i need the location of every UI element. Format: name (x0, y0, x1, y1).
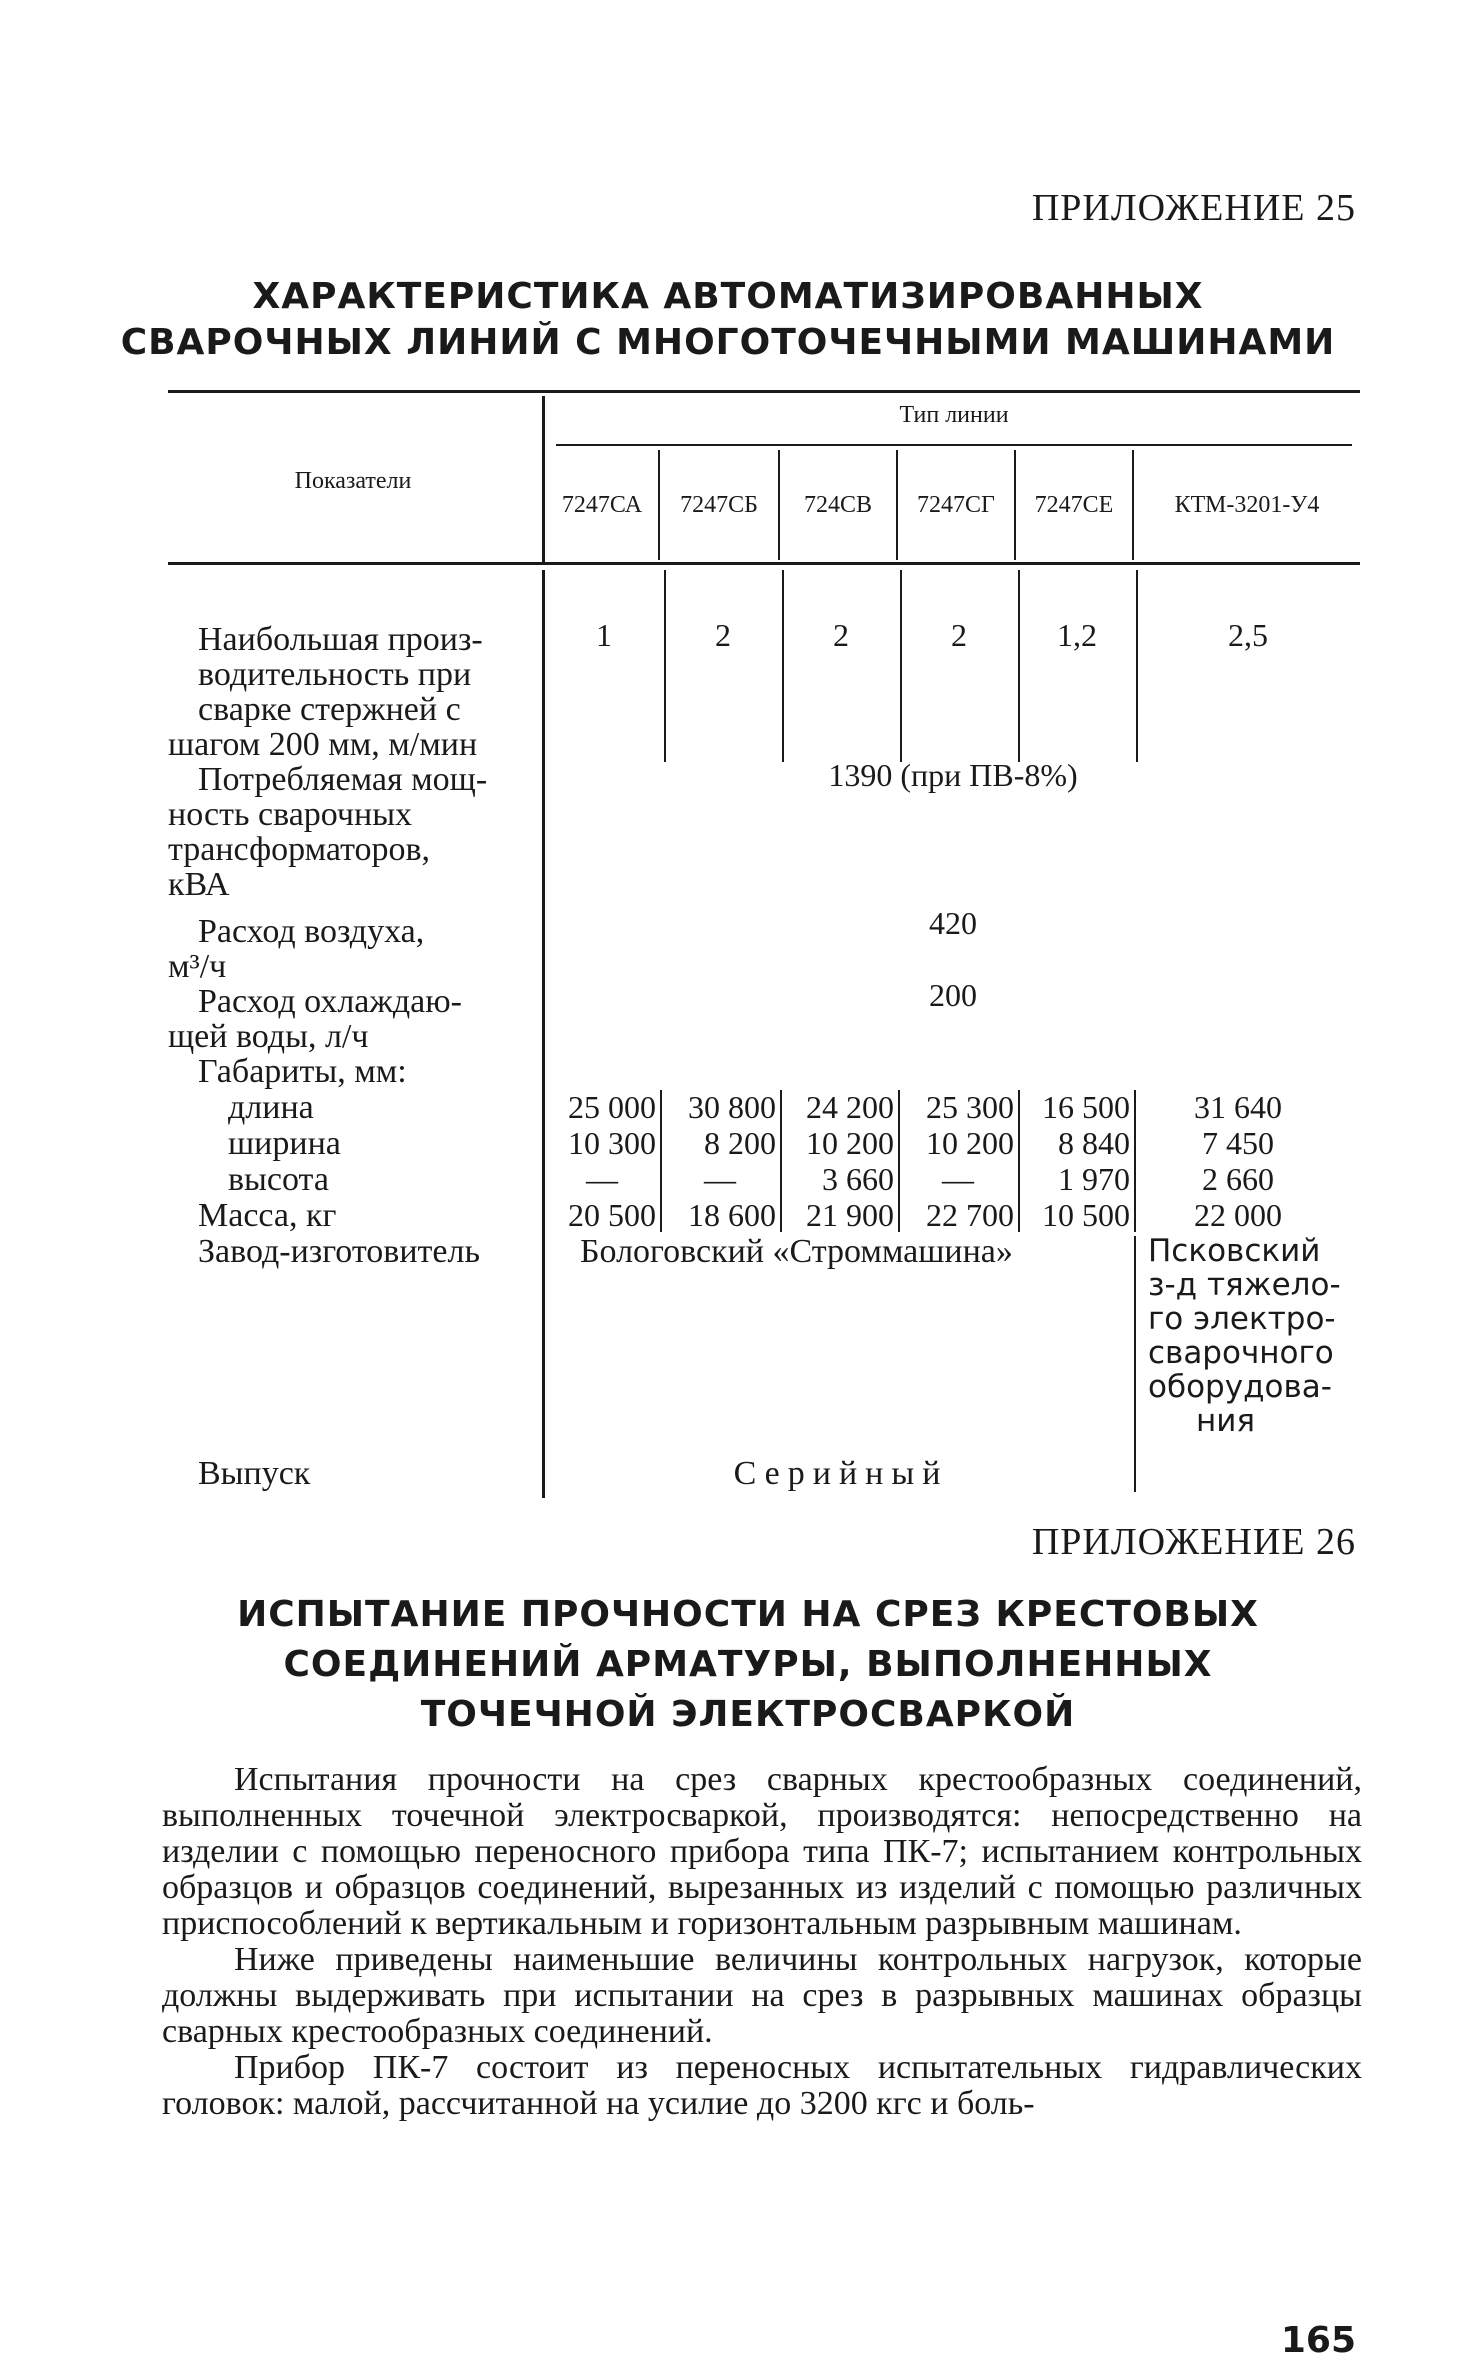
label-water: Расход охлаждаю- щей воды, л/ч (168, 983, 462, 1055)
label-length: длина (228, 1089, 314, 1126)
table-title-line-1: ХАРАКТЕРИСТИКА АВТОМАТИЗИРОВАННЫХ (252, 276, 1204, 317)
label-air: Расход воздуха, м³/ч (168, 913, 425, 985)
productivity-7247CG: 2 (951, 617, 967, 653)
section-title-line-2: СОЕДИНЕНИЙ АРМАТУРЫ, ВЫПОЛНЕННЫХ (283, 1644, 1213, 1685)
label-productivity: Наибольшая произ- водительность при сварке стержней с шагом 200 мм, м/мин (168, 621, 483, 763)
type-7247CB: 7247СБ (680, 492, 758, 518)
body-divider-4-dims (1018, 1090, 1020, 1232)
type-7247CA: 7247СА (561, 492, 643, 518)
divider-indicators (542, 396, 545, 564)
table-title-line-2: СВАРОЧНЫХ ЛИНИЙ С МНОГОТОЧЕЧНЫМИ МАШИНАМИ (120, 322, 1336, 363)
productivity-7247CA: 1 (596, 617, 612, 653)
width-724CV: 10 200 (806, 1125, 894, 1161)
productivity-7247CB: 2 (715, 617, 731, 653)
productivity-KTM: 2,5 (1228, 617, 1268, 653)
length-7247CG: 25 300 (926, 1089, 1014, 1125)
mass-7247CA: 20 500 (568, 1197, 656, 1233)
length-724CV: 24 200 (806, 1089, 894, 1125)
type-7247CG: 7247СГ (917, 492, 995, 518)
label-release: Выпуск (198, 1455, 311, 1492)
header-divider-3 (896, 450, 898, 560)
length-KTM: 31 640 (1194, 1089, 1282, 1125)
height-724CV: 3 660 (822, 1161, 894, 1197)
header-divider-1 (658, 450, 660, 560)
body-divider-2-dims (780, 1090, 782, 1232)
table-top-rule (168, 390, 1360, 393)
type-KTM-3201-U4: КТМ-3201-У4 (1174, 492, 1320, 518)
paragraph-3: Прибор ПК-7 состоит из переносных испытательных гидравлических головок: малой, рассчитанной на усилие до 3200 кгс и боль- (162, 2049, 1362, 2122)
body-divider-3-dims (898, 1090, 900, 1232)
manufacturer-pskov: Псковский з-д тяжело- го электро- сварочного оборудова- ния (1148, 1233, 1341, 1439)
mass-KTM: 22 000 (1194, 1197, 1282, 1233)
productivity-724CV: 2 (833, 617, 849, 653)
manufacturer-bologovsky: Бологовский «Строммашина» (580, 1233, 1013, 1270)
mass-7247CE: 10 500 (1042, 1197, 1130, 1233)
section-title-line-3: ТОЧЕЧНОЙ ЭЛЕКТРОСВАРКОЙ (420, 1694, 1076, 1735)
body-divider-indicators (542, 570, 545, 1498)
col-header-indicators: Показатели (294, 468, 412, 494)
body-divider-1-top (664, 570, 666, 762)
appendix-25-label: ПРИЛОЖЕНИЕ 25 (1031, 187, 1356, 229)
label-mass: Масса, кг (198, 1197, 337, 1234)
length-7247CB: 30 800 (688, 1089, 776, 1125)
body-divider-5-bottom (1134, 1236, 1136, 1492)
label-manufacturer: Завод-изготовитель (198, 1233, 480, 1270)
body-divider-4-top (1018, 570, 1020, 762)
type-7247CE: 7247СЕ (1034, 492, 1114, 518)
page-number: 165 (1280, 2320, 1356, 2361)
header-bottom-rule (168, 562, 1360, 565)
mass-724CV: 21 900 (806, 1197, 894, 1233)
width-7247CE: 8 840 (1058, 1125, 1130, 1161)
height-7247CE: 1 970 (1058, 1161, 1130, 1197)
header-divider-2 (778, 450, 780, 560)
body-text (162, 1762, 1362, 2122)
label-power: Потребляемая мощ- ность сварочных трансформаторов, кВА (168, 761, 488, 903)
power-value: 1390 (при ПВ-8%) (828, 757, 1078, 793)
header-divider-4 (1014, 450, 1016, 560)
height-KTM: 2 660 (1202, 1161, 1274, 1197)
height-7247CB: — (704, 1161, 736, 1197)
width-KTM: 7 450 (1202, 1125, 1274, 1161)
appendix-26-label: ПРИЛОЖЕНИЕ 26 (1031, 1521, 1356, 1563)
label-width: ширина (228, 1125, 341, 1162)
col-header-type: Тип линии (899, 402, 1009, 428)
mass-7247CB: 18 600 (688, 1197, 776, 1233)
section-title-line-1: ИСПЫТАНИЕ ПРОЧНОСТИ НА СРЕЗ КРЕСТОВЫХ (237, 1594, 1259, 1635)
header-divider-5 (1132, 450, 1134, 560)
section-title (10, 1590, 1476, 1740)
width-7247CB: 8 200 (704, 1125, 776, 1161)
mass-7247CG: 22 700 (926, 1197, 1014, 1233)
body-divider-3-top (900, 570, 902, 762)
label-dimensions: Габариты, мм: (198, 1053, 407, 1090)
water-value: 200 (929, 977, 977, 1013)
header-sub-rule (556, 444, 1352, 446)
label-height: высота (228, 1161, 329, 1198)
table-title (0, 274, 1466, 366)
paragraph-1: Испытания прочности на срез сварных крестообразных соединений, выполненных точечной электросваркой, производятся: непосредственно на изделии с помощью переносного прибора типа ПК-7; испытанием контрольных образцов и образцов соединений, вырезанных из изделий с помощью различных приспособлений к вертикальным и горизонтальным разрывным машинам. (162, 1761, 1362, 1942)
length-7247CE: 16 500 (1042, 1089, 1130, 1125)
height-7247CG: — (942, 1161, 974, 1197)
paragraph-2: Ниже приведены наименьшие величины контрольных нагрузок, которые должны выдерживать при испытании на срез в разрывных машинах образцы сварных крестообразных соединений. (162, 1941, 1362, 2050)
air-value: 420 (929, 905, 977, 941)
type-724CV: 724СВ (803, 492, 872, 518)
release-value: Серийный (733, 1455, 949, 1492)
length-7247CA: 25 000 (568, 1089, 656, 1125)
productivity-7247CE: 1,2 (1057, 617, 1097, 653)
width-7247CA: 10 300 (568, 1125, 656, 1161)
width-7247CG: 10 200 (926, 1125, 1014, 1161)
height-7247CA: — (586, 1161, 618, 1197)
body-divider-5-dims (1134, 1090, 1136, 1232)
body-divider-1-dims (660, 1090, 662, 1232)
body-divider-2-top (782, 570, 784, 762)
body-divider-5-top (1136, 570, 1138, 762)
